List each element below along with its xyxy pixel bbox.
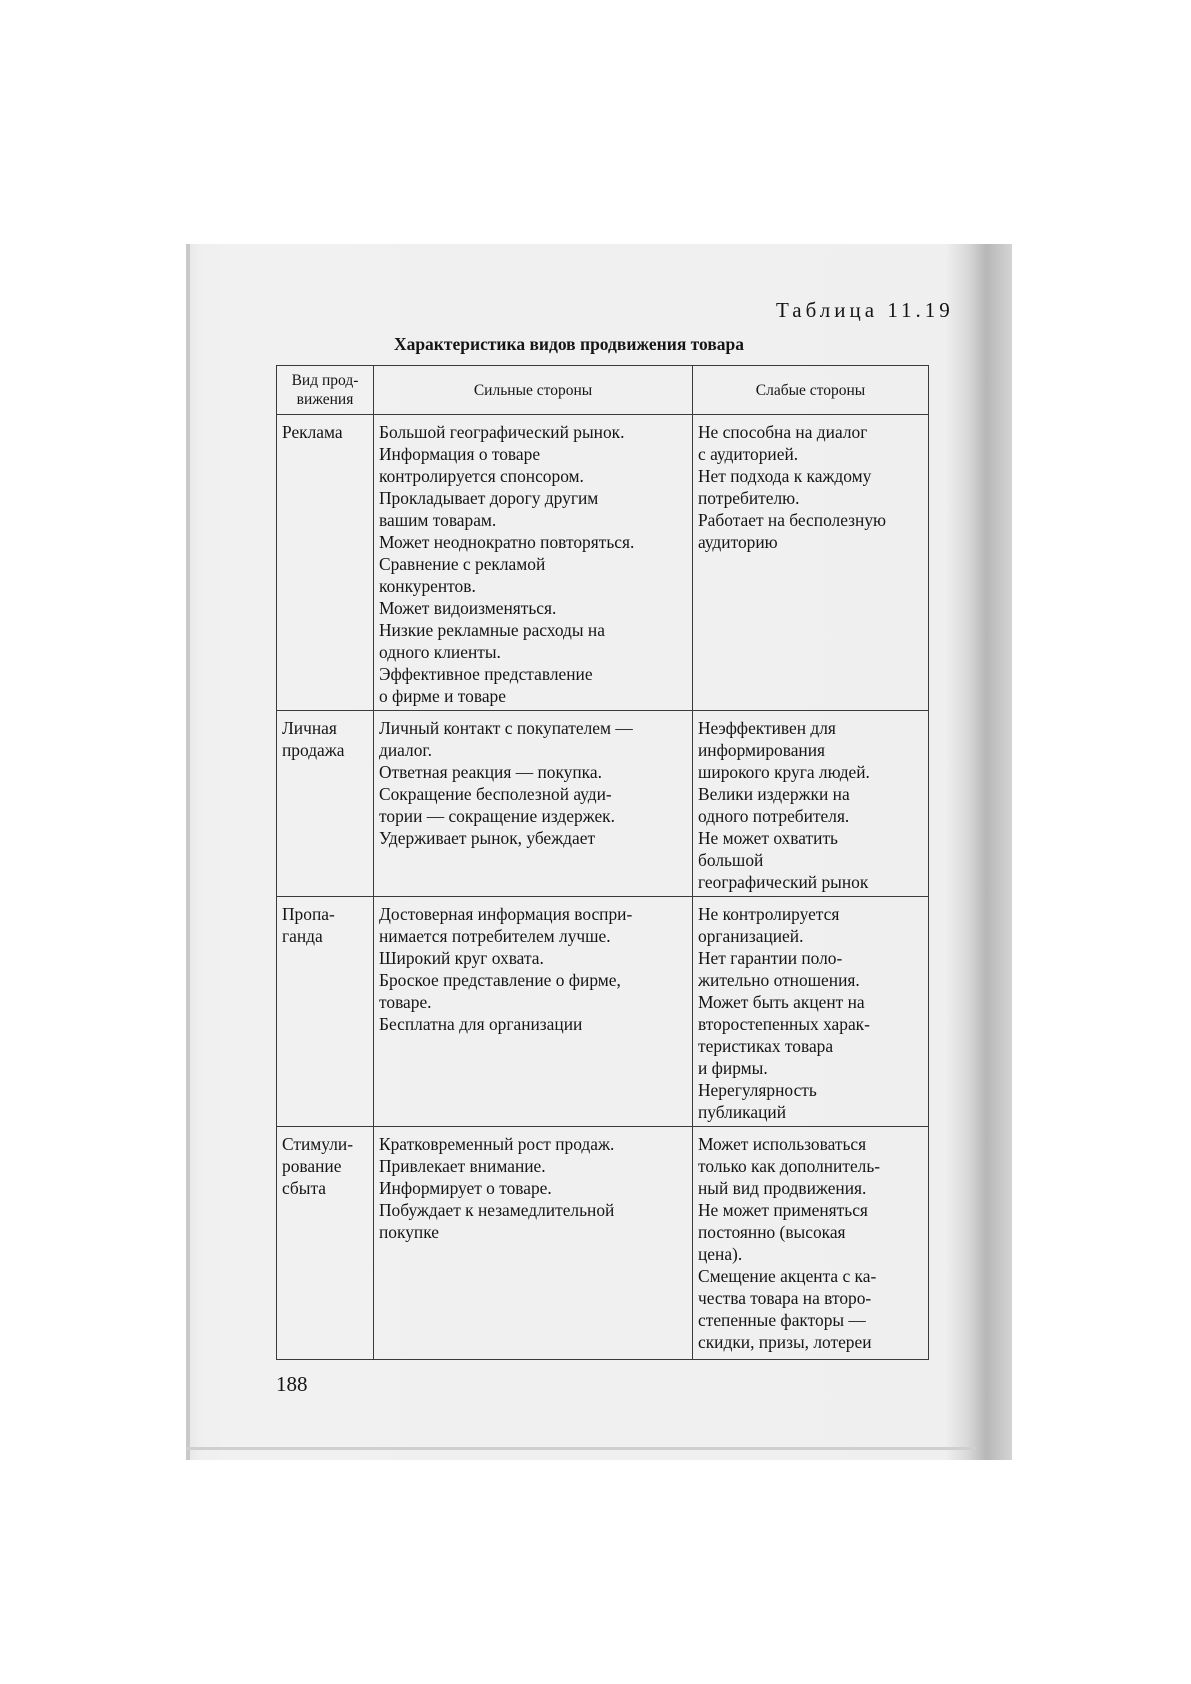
cell-line: скидки, призы, лотереи [698,1332,872,1352]
cell-line: Большой географический рынок. [379,422,625,442]
cell-line: Может быть акцент на [698,992,865,1012]
cell-weaknesses [693,897,929,1127]
table-title: Характеристика видов продвижения товара [393,334,745,354]
cell-line: нимается потребителем лучше. [379,926,611,946]
cell-line: Нет гарантии поло- [698,948,843,968]
cell-line: ганда [282,926,323,946]
cell-line: Работает на бесполезную [698,510,887,530]
cell-line: о фирме и товаре [379,686,506,706]
cell-line: только как дополнитель- [698,1156,881,1176]
cell-line: Может видоизменяться. [379,598,557,618]
table-number: Таблица 11.19 [776,298,954,322]
cell-line: Прокладывает дорогу другим [379,488,599,508]
cell-line: второстепенных харак- [698,1014,870,1034]
cell-line: с аудиторией. [698,444,799,464]
cell-line: покупке [379,1222,439,1242]
cell-line: Информация о товаре [379,444,541,464]
cell-line: Может использоваться [698,1134,867,1154]
cell-line: степенные факторы — [698,1310,866,1330]
promotion-table [276,365,929,1360]
cell-line: Не способна на диалог [698,422,868,442]
cell-line: Информирует о товаре. [379,1178,552,1198]
cell-line: широкого круга людей. [698,762,870,782]
header-line: Слабые стороны [755,381,866,399]
cell-weaknesses [693,415,929,711]
cell-strengths [374,897,693,1127]
header-line: Вид прод- [291,372,359,389]
cell-line: Сравнение с рекламой [379,554,546,574]
cell-line: одного потребителя. [698,806,850,826]
header-line: Сильные стороны [473,381,593,399]
cell-strengths [374,1127,693,1360]
cell-line: теристиках товара [698,1036,834,1056]
cell-promotion-type [277,415,374,711]
cell-line: товаре. [379,992,432,1012]
header-weaknesses [693,366,929,415]
scanned-page [186,244,1012,1460]
cell-line: Личный контакт с покупателем — [379,718,633,738]
cell-line: Сокращение бесполезной ауди- [379,784,612,804]
cell-line: аудиторию [698,532,778,552]
cell-line: цена). [698,1244,743,1264]
cell-promotion-type [277,711,374,897]
cell-line: Кратковременный рост продаж. [379,1134,615,1154]
cell-line: географический рынок [698,872,869,892]
cell-promotion-type [277,897,374,1127]
cell-line: Нерегулярность [698,1080,817,1100]
cell-line: публикаций [698,1102,786,1122]
cell-line: Привлекает внимание. [379,1156,546,1176]
cell-weaknesses [693,1127,929,1360]
cell-line: Удерживает рынок, убеждает [379,828,596,848]
cell-line: Реклама [282,422,343,442]
cell-line: конкурентов. [379,576,476,596]
cell-line: контролируется спонсором. [379,466,584,486]
cell-line: Броское представление о фирме, [379,970,621,990]
cell-line: Бесплатна для организации [379,1014,583,1034]
cell-line: Стимули- [282,1134,353,1154]
page-number: 188 [276,1372,308,1396]
cell-line: Может неоднократно повторяться. [379,532,635,552]
cell-line: Личная [282,718,337,738]
cell-line: Не может охватить [698,828,838,848]
cell-line: вашим товарам. [379,510,497,530]
cell-line: Не контролируется [698,904,840,924]
cell-line: Низкие рекламные расходы на [379,620,605,640]
header-promotion-type [277,366,374,415]
cell-line: жительно отношения. [698,970,860,990]
cell-line: Широкий круг охвата. [379,948,544,968]
cell-line: постоянно (высокая [698,1222,846,1242]
cell-line: Велики издержки на [698,784,850,804]
cell-weaknesses [693,711,929,897]
table-row [277,1127,929,1360]
scan-bottom-edge [186,1447,976,1450]
header-strengths [374,366,693,415]
cell-line: сбыта [282,1178,326,1198]
cell-line: Побуждает к незамедлительной [379,1200,615,1220]
cell-line: Достоверная информация воспри- [379,904,633,924]
table-header-row [277,366,929,415]
cell-line: тории — сокращение издержек. [379,806,615,826]
table-row [277,897,929,1127]
cell-line: информирования [698,740,826,760]
cell-line: организацией. [698,926,804,946]
table-row [277,711,929,897]
cell-line: Эффективное представление [379,664,593,684]
cell-line: Ответная реакция — покупка. [379,762,602,782]
cell-line: Неэффективен для [698,718,836,738]
cell-line: потребителю. [698,488,800,508]
cell-line: и фирмы. [698,1058,768,1078]
cell-line: Смещение акцента с ка- [698,1266,877,1286]
cell-strengths [374,711,693,897]
cell-line: Пропа- [282,904,335,924]
cell-line: чества товара на второ- [698,1288,872,1308]
scan-left-edge [186,244,190,1460]
cell-line: Нет подхода к каждому [698,466,872,486]
cell-promotion-type [277,1127,374,1360]
cell-line: рование [282,1156,342,1176]
cell-line: диалог. [379,740,432,760]
table-row [277,415,929,711]
cell-strengths [374,415,693,711]
cell-line: ный вид продвижения. [698,1178,867,1198]
cell-line: продажа [282,740,345,760]
header-line: вижения [296,391,354,408]
cell-line: большой [698,850,764,870]
cell-line: одного клиенты. [379,642,501,662]
cell-line: Не может применяться [698,1200,868,1220]
